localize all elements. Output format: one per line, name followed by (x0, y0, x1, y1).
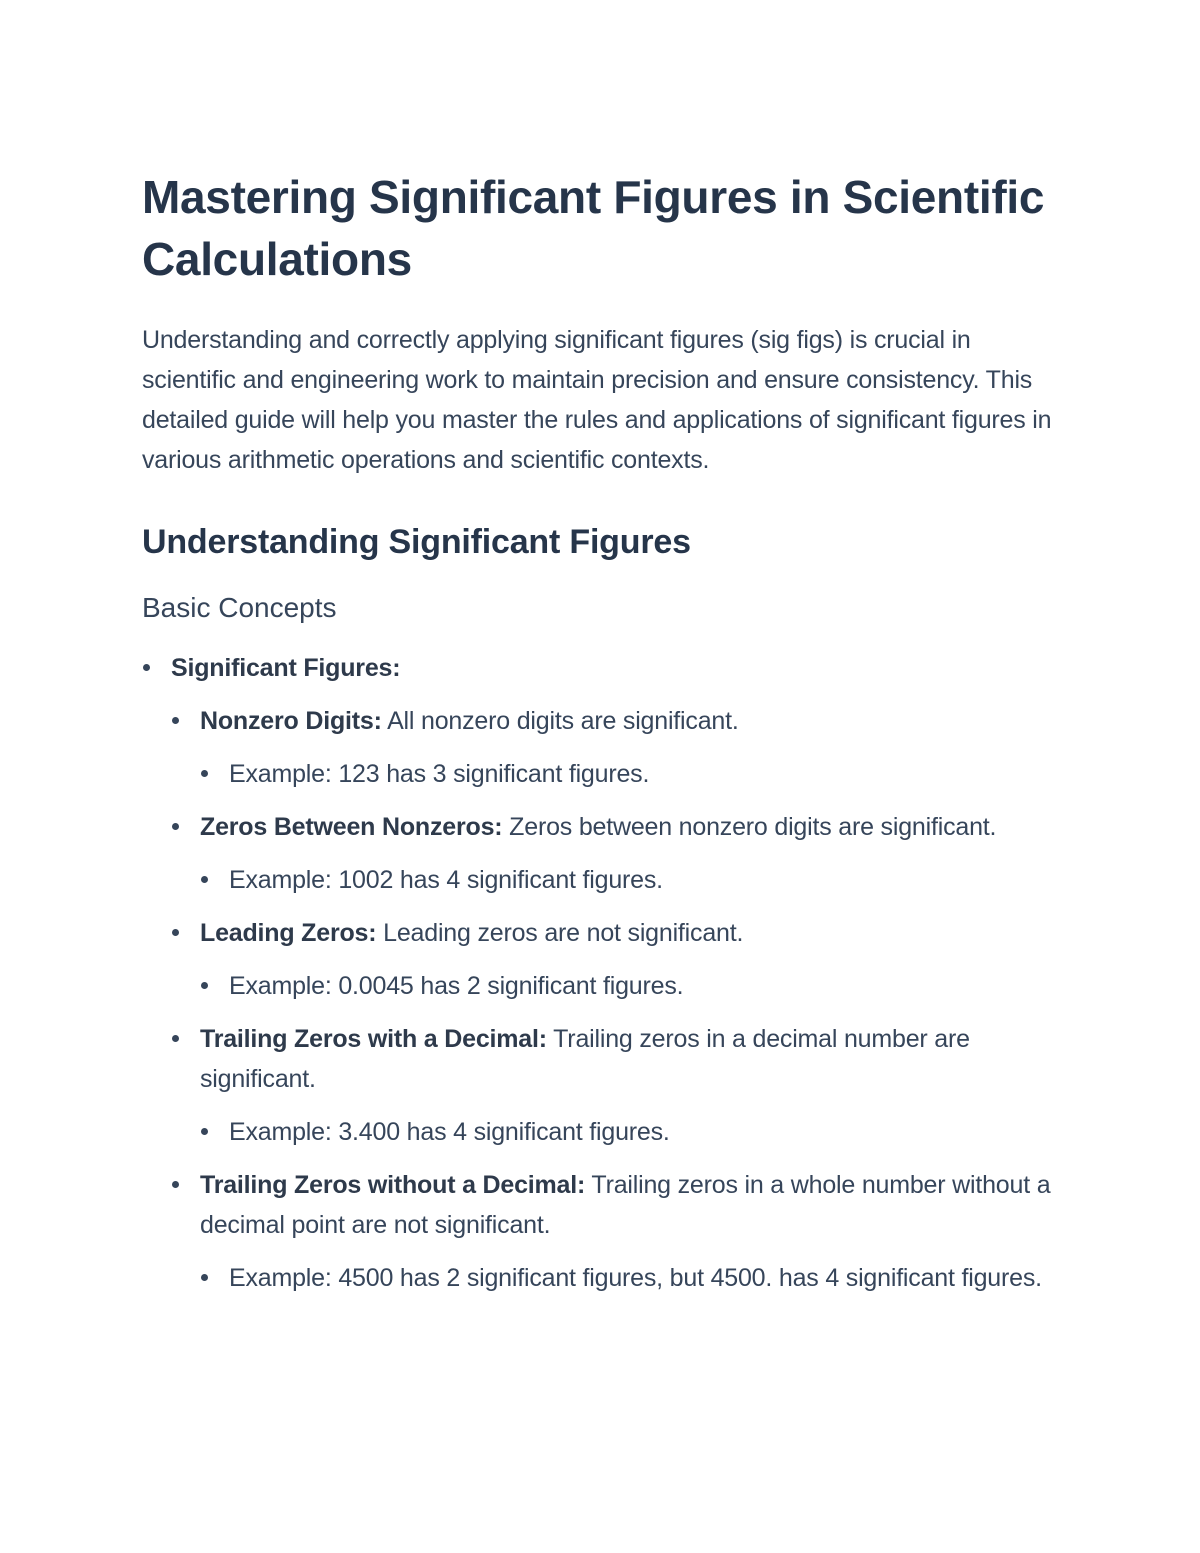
document-page (142, 166, 1057, 1298)
example-list (200, 860, 1057, 900)
example-item: Example: 3.400 has 4 significant figures. (200, 1112, 1057, 1152)
list-item-significant-figures (142, 648, 1057, 1298)
example-list (200, 966, 1057, 1006)
rule-text: Leading zeros are not significant. (376, 919, 744, 947)
example-list (200, 1112, 1057, 1152)
rule-label: Leading Zeros: (200, 919, 377, 947)
rule-text: Trailing zeros in a decimal number are significant. (200, 1025, 970, 1093)
example-list (200, 1258, 1057, 1298)
example-item: Example: 4500 has 2 significant figures, but 4500. has 4 significant figures. (200, 1258, 1057, 1298)
rule-text: Trailing zeros in a whole number without a decimal point are not significant. (200, 1171, 1051, 1239)
rule-text: Zeros between nonzero digits are significant. (502, 813, 997, 841)
rule-label: Trailing Zeros with a Decimal: (200, 1025, 547, 1053)
rule-label: Trailing Zeros without a Decimal: (200, 1171, 586, 1199)
rule-nonzero-digits (171, 701, 1057, 794)
rule-trailing-zeros-with-decimal (171, 1019, 1057, 1152)
example-item: Example: 123 has 3 significant figures. (200, 754, 1057, 794)
example-item: Example: 0.0045 has 2 significant figures. (200, 966, 1057, 1006)
rule-label: Zeros Between Nonzeros: (200, 813, 503, 841)
rule-trailing-zeros-without-decimal (171, 1165, 1057, 1298)
list-item-label: Significant Figures: (171, 654, 401, 682)
rule-label: Nonzero Digits: (200, 707, 382, 735)
rule-zeros-between-nonzeros (171, 807, 1057, 900)
rules-list (171, 701, 1057, 1298)
rule-text: All nonzero digits are significant. (381, 707, 739, 735)
page-title: Mastering Significant Figures in Scientific Calculations (142, 171, 1045, 285)
intro-paragraph: Understanding and correctly applying significant figures (sig figs) is crucial in scientific and engineering work to maintain precision and ensure consistency. This detailed guide will help you master the rules and applications of significant figures in various arithmetic operations and scientific contexts. (142, 326, 1052, 474)
subsection-heading: Basic Concepts (142, 592, 337, 623)
rule-leading-zeros (171, 913, 1057, 1006)
section-heading: Understanding Significant Figures (142, 523, 691, 561)
concepts-list (142, 648, 1057, 1298)
example-list (200, 754, 1057, 794)
example-item: Example: 1002 has 4 significant figures. (200, 860, 1057, 900)
